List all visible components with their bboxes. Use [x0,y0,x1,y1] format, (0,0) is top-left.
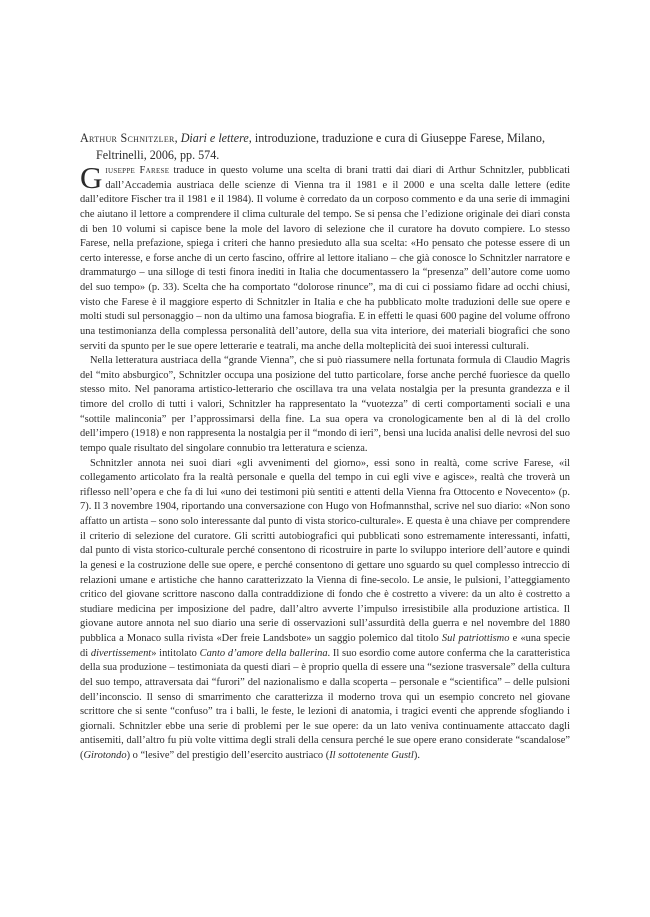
book-citation: Arthur Schnitzler, Diari e lettere, introduzione, traduzione e cura di Giuseppe Farese, Milano, Feltrinelli, 2006, pp. 574. [80,131,545,162]
citation-author: Arthur Schnitzler [80,131,175,145]
paragraph-1 [80,160,570,354]
paragraph-3-text-c: » intitolato [151,647,200,659]
paragraph-3-text-d: . Il suo esordio come autore conferma che la caratteristica della sua produzione – testimoniata da questi diari – è proprio quella di essere una “sezione trasversale” della cultura del suo tempo, attraversata dai “furori” del nazionalismo e dalla scoperta – personale e “scientifica” – delle pulsioni dell’inconscio. Il senso di smarrimento che caratterizza il moderno trova qui un esempio concreto nel giovane scrittore che si sente “confuso” tra i balli, le feste, le lezioni di anatomia, i tragici eventi che apprende sfogliando i giornali. Schnitzler ebbe una serie di problemi per le sue opere: da un lato veniva continuamente attaccato dagli antisemiti, dall’altro fu più volte vittima degli strali della censura perché le sue opere erano considerate “scandalose” ( [80,647,571,761]
paragraph-3 [80,457,570,764]
paragraph-1-lead: iuseppe Farese [105,165,170,176]
paragraph-2: Nella letteratura austriaca della “grande Vienna”, che si può riassumere nella fortunata formula di Claudio Magris del “mito absburgico”, Schnitzler occupa una posizione del tutto particolare, forse anche perché fuoriesce da quello stesso mito. Nel panorama artistico-letterario che oscillava tra una velata nostalgia per la presunta grandezza e il timore del crollo di tutti i valori, Schnitzler ha rappresentato la “vuotezza” di certi comportamenti sociali e una “sottile malinconia” per l’approssimarsi della fine. La sua opera va cronologicamente ben al di là del crollo dell’impero (1918) e non rappresenta la nostalgia per il “mondo di ieri”, bensì una lucida analisi delle nevrosi del suo tempo quale risultato del singolare connubio tra letteratura e scienza. [80,355,570,454]
italic-title-sul-patriottismo: Sul patriottismo [441,633,510,644]
drop-cap: G [80,160,103,195]
italic-title-gustl: Il sottotenente Gustl [329,750,414,761]
paragraph-3-text-e: ) o “lesive” del prestigio dell’esercito austriaco ( [126,750,330,761]
paragraph-1-text: traduce in questo volume una scelta di brani tratti dai diari di Arthur Schnitzler, pubblicati dall’Accademia austriaca delle scienze di Vienna tra il 1981 e il 2000 e una scelta dalle lettere (edite dall’editore Fischer tra il 1981 e il 1984). Il volume è corredato da un corposo commento e da una serie di immagini che aiutano il lettore a comprendere il clima culturale del tempo. Se si pensa che l’edizione originale dei diari consta di ben 10 volumi si capisce bene la mole del lavoro di selezione che il curatore ha dovuto compiere. Lo stesso Farese, nella prefazione, spiega i criteri che hanno presieduto alla sua scelta: «Ho pensato che potesse essere di un certo interesse, e forse anche di un certo fascino, offrire al lettore italiano – che già conosce lo Schnitzler narratore e drammaturgo – una silloge di testi finora inediti in Italia che documentassero la “presenza” dell’autore come uomo del suo tempo» (p. 33). Scelta che ha comportato “dolorose rinunce”, ma di cui ci possiamo fidare ad occhi chiusi, visto che Farese è il maggiore esperto di Schnitzler in Italia e che ha pubblicato molte traduzioni delle sue opere e molti studi sul personaggio – non da ultimo una famosa biografia. E in effetti le quasi 600 pagine del volume offrono una testimonianza della complessa personalità dell’autore, della sua vita interiore, dei materiali biografici che sono serviti da spunto per le sue opere letterarie e teatrali, ma anche della molteplicità dei suoi interessi culturali. [80,165,570,352]
italic-title-canto: Canto d’amore della ballerina [199,647,328,659]
citation-details: , introduzione, traduzione e cura di Giuseppe Farese, Milano, Feltrinelli, 2006, pp. 574. [96,131,545,162]
italic-title-girotondo: Girotondo [83,750,127,761]
paragraph-3-text-a: Schnitzler annota nei suoi diari «gli avvenimenti del giorno», essi sono in realtà, come scrive Farese, «il collegamento articolato fra la realtà personale e quella del tempo in cui egli vive e agisce», realtà che troverà un riflesso nell’opera e che fa di lui «uno dei testimoni più sentiti e attenti della Vienna fra Ottocento e Novecento» (p. 7). Il 3 novembre 1904, riportando una conversazione con Hugo von Hofmannsthal, scrive nel suo diario: «Non sono affatto un artista – sono solo interessante dal punto di vista storico-culturale». E questa è una chiave per comprendere il criterio di selezione del curatore. Gli scritti autobiografici qui pubblicati sono estremamente interessanti, infatti, dal punto di vista storico-culturale perché consentono di ricostruire in parte lo sviluppo interiore dell’autore e quindi la genesi e la costruzione delle sue opere, e perché consentono di gettare uno sguardo su quel complesso intreccio di relazioni umane e artistiche che hanno caratterizzato la Vienna di fine-secolo. Le ansie, le pulsioni, l’atteggiamento critico del giovane scrittore nascono dalla contraddizione di fondo che è costretto a vivere: da un alto è costretto a studiare medicina per imposizione del padre, dall’altro avverte l’impulso irresistibile alla produzione artistica. Il giovane autore annota nel suo diario una serie di osservazioni sull’assurdità della guerra e nel novembre del 1880 pubblica a Monaco sulla rivista «Der freie Landsbote» un saggio polemico dal titolo [80,457,570,644]
review-body [80,160,571,764]
paragraph-3-text-f: ). [413,750,420,761]
citation-title: Diari e lettere [180,131,249,145]
paragraph-3-text-b: e «una specie di [80,633,570,659]
italic-divertissement: divertissement [90,647,152,659]
